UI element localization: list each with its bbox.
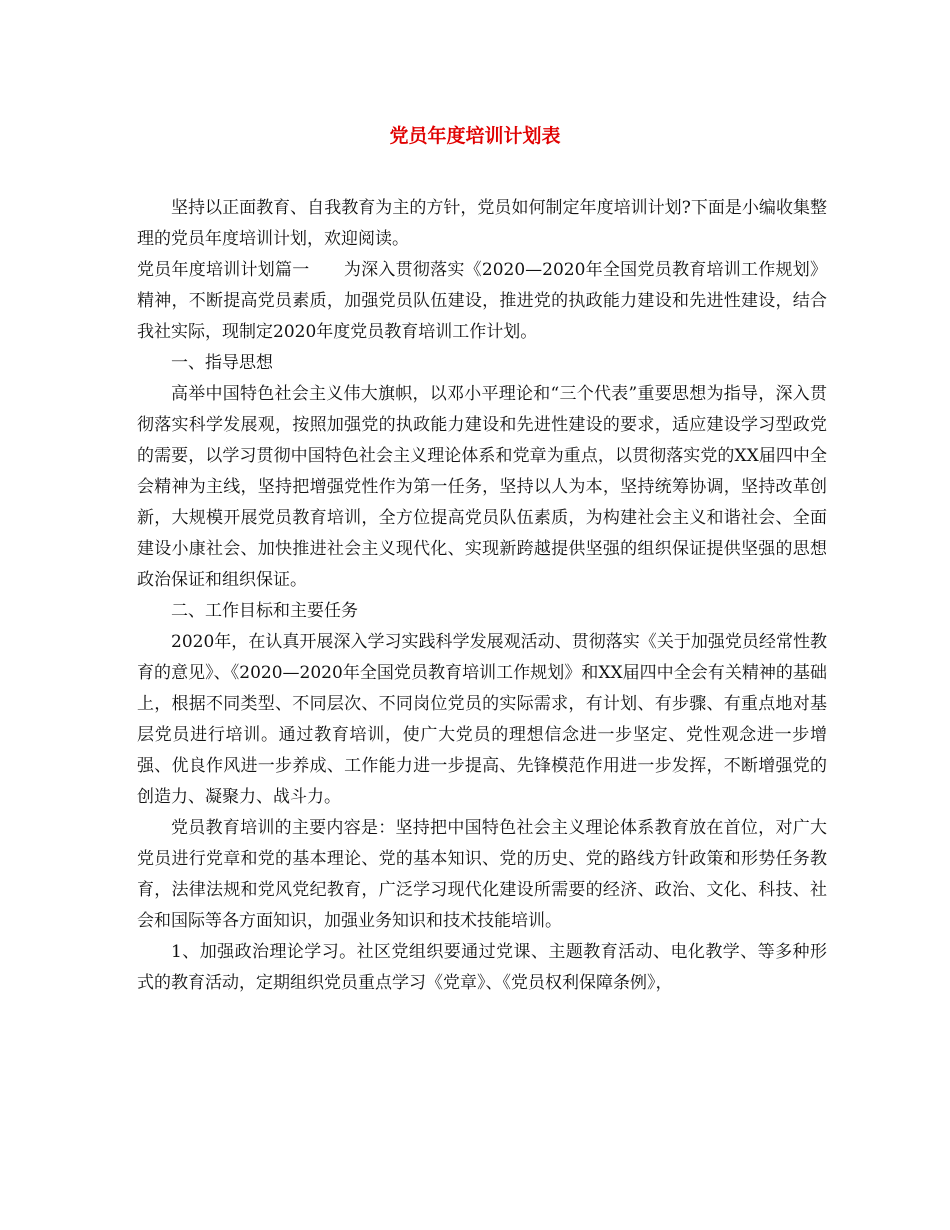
intro-paragraph: 坚持以正面教育、自我教育为主的方针，党员如何制定年度培训计划?下面是小编收集整理的党员年度培训计划，欢迎阅读。 xyxy=(137,198,827,249)
section-paragraph xyxy=(137,255,827,348)
section-intro-text: 为深入贯彻落实《2020—2020年全国党员教育培训工作规划》精神，不断提高党员素质，加强党员队伍建设，推进党的执政能力建设和先进性建设，结合我社实际，现制定2020年度党员教育培训工作计划。 xyxy=(137,260,828,342)
paragraph-political-study: 1、加强政治理论学习。社区党组织要通过党课、主题教育活动、电化教学、等多种形式的教育活动，定期组织党员重点学习《党章》、《党员权利保障条例》， xyxy=(137,942,827,993)
heading-goals-tasks: 二、工作目标和主要任务 xyxy=(171,601,358,621)
document-body xyxy=(137,193,827,999)
paragraph-main-content: 党员教育培训的主要内容是：坚持把中国特色社会主义理论体系教育放在首位，对广大党员进行党章和党的基本理论、党的基本知识、党的历史、党的路线方针政策和形势任务教育，法律法规和党风党纪教育，广泛学习现代化建设所需要的经济、政治、文化、科技、社会和国际等各方面知识，加强业务知识和技术技能培训。 xyxy=(137,818,827,931)
document-title: 党员年度培训计划表 xyxy=(389,125,561,147)
paragraph-goals: 2020年，在认真开展深入学习实践科学发展观活动、贯彻落实《关于加强党员经常性教育的意见》、《2020—2020年全国党员教育培训工作规划》和XX届四中全会有关精神的基础上，根据不同类型、不同层次、不同岗位党员的实际需求，有计划、有步骤、有重点地对基层党员进行培训。通过教育培训，使广大党员的理想信念进一步坚定、党性观念进一步增强、优良作风进一步养成、工作能力进一步提高、先锋模范作用进一步发挥，不断增强党的创造力、凝聚力、战斗力。 xyxy=(137,632,827,807)
heading-guiding-thought: 一、指导思想 xyxy=(171,353,273,373)
paragraph-guiding-thought: 高举中国特色社会主义伟大旗帜，以邓小平理论和“三个代表”重要思想为指导，深入贯彻落实科学发展观，按照加强党的执政能力建设和先进性建设的要求，适应建设学习型政党的需要，以学习贯彻中国特色社会主义理论体系和党章为重点，以贯彻落实党的XX届四中全会精神为主线，坚持把增强党性作为第一任务，坚持以人为本，坚持统筹协调，坚持改革创新，大规模开展党员教育培训，全方位提高党员队伍素质，为构建社会主义和谐社会、全面建设小康社会、加快推进社会主义现代化、实现新跨越提供坚强的组织保证提供坚强的思想政治保证和组织保证。 xyxy=(137,384,827,590)
section-label: 党员年度培训计划篇一 xyxy=(137,260,310,280)
